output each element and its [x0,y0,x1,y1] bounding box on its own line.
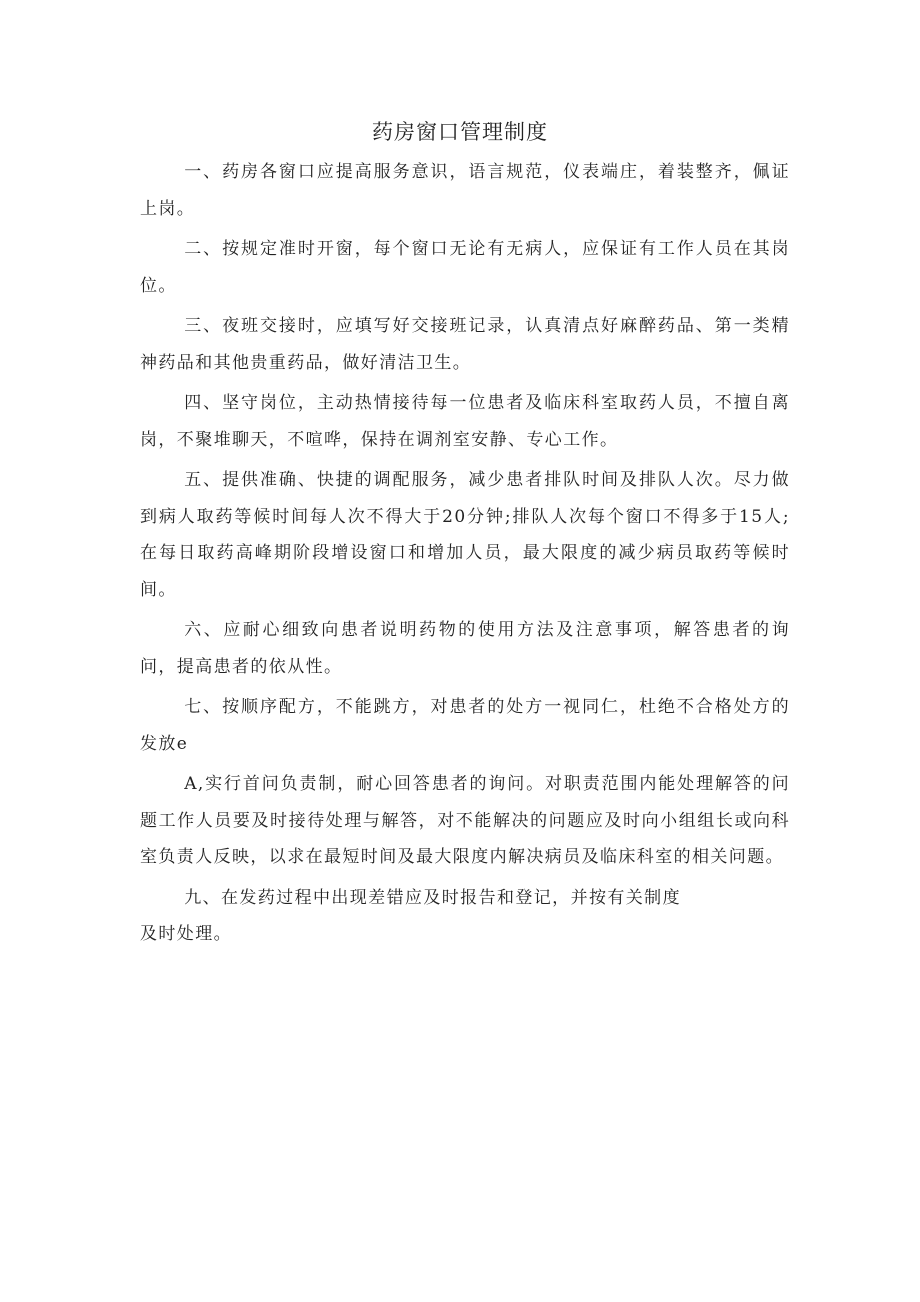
paragraph-5: 五、提供准确、快捷的调配服务，减少患者排队时间及排队人次。尽力做到病人取药等候时间每人次不得大于20分钟;排队人次每个窗口不得多于15人;在每日取药高峰期阶段增设窗口和增加人员，最大限度的减少病员取药等候时间。 [140,470,790,600]
paragraph-9-continued: 及时处理。 [140,924,232,944]
paragraph-4: 四、坚守岗位，主动热情接待每一位患者及临床科室取药人员，不擅自离岗，不聚堆聊天，不喧哗，保持在调剂室安静、专心工作。 [140,393,790,450]
paragraph-8: A,实行首问负责制，耐心回答患者的询问。对职责范围内能处理解答的问题工作人员要及时接待处理与解答，对不能解决的问题应及时向小组组长或向科室负责人反映，以求在最短时间及最大限度内解决病员及临床科室的相关问题。 [140,774,790,867]
paragraph-1: 一、药房各窗口应提高服务意识，语言规范，仪表端庄，着装整齐，佩证上岗。 [140,162,790,219]
document-body [140,154,790,957]
document-title: 药房窗口管理制度 [372,120,548,144]
paragraph-6: 六、应耐心细致向患者说明药物的使用方法及注意事项，解答患者的询问，提高患者的依从性。 [140,620,790,677]
paragraph-3: 三、夜班交接时，应填写好交接班记录，认真清点好麻醉药品、第一类精神药品和其他贵重药品，做好清洁卫生。 [140,316,790,373]
paragraph-9: 九、在发药过程中出现差错应及时报告和登记，并按有关制度 [184,887,681,908]
paragraph-2: 二、按规定准时开窗，每个窗口无论有无病人，应保证有工作人员在其岗位。 [140,239,790,296]
paragraph-7: 七、按顺序配方，不能跳方，对患者的处方一视同仁，杜绝不合格处方的发放e [140,697,790,754]
